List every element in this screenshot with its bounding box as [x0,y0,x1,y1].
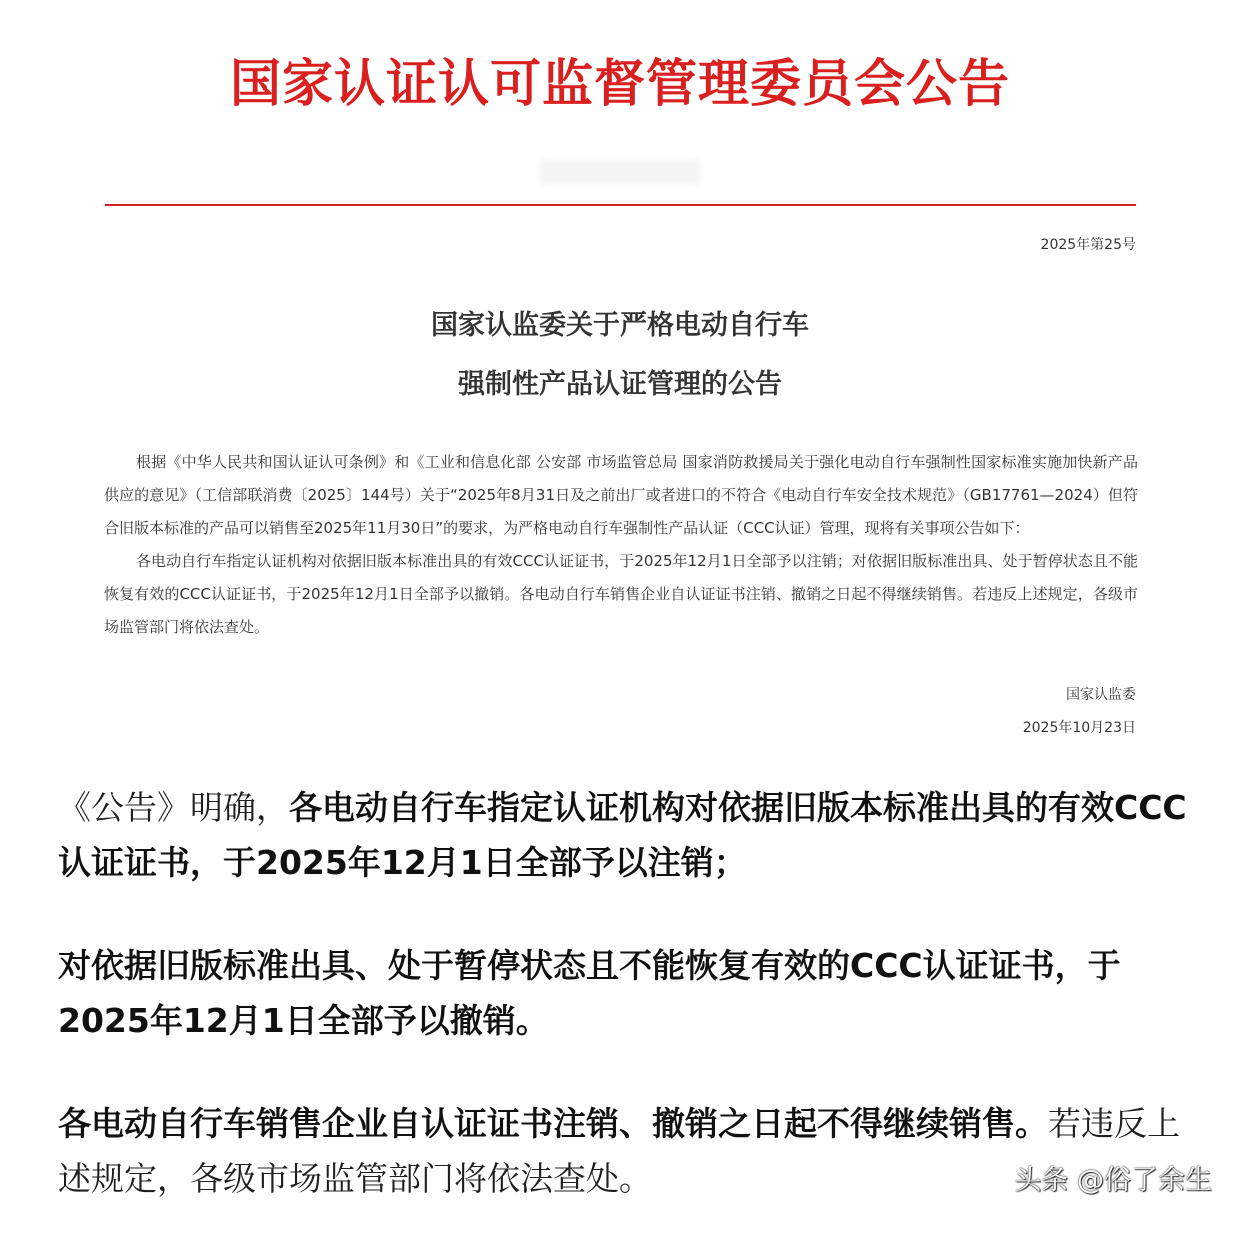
commentary-text: 若违反上述规定，各级市场监管部门将依法查处。 [58,1104,1180,1198]
commentary-emphasis: 对依据旧版标准出具、处于暂停状态且不能恢复有效的CCC认证证书，于2025年12月1日全部予以撤销。 [58,946,1121,1040]
issue-date: 2025年10月23日 [1022,720,1136,736]
issuer-signature: 国家认监委 [1066,687,1136,703]
announcement-paragraph: 根据《中华人民共和国认证认可条例》和《工业和信息化部 公安部 市场监管总局 国家消防救援局关于强化电动自行车强制性国家标准实施加快新产品供应的意见》（工信部联消费〔2025〕144号）关于“2025年8月31日及之前出厂或者进口的不符合《电动自行车安全技术规范》（GB17761—2024）但符合旧版本标准的产品可以销售至2025年11月30日”的要求，为严格电动自行车强制性产品认证（CCC认证）管理，现将有关事项公告如下： [104,453,1138,537]
announcement-title-line1: 国家认监委关于严格电动自行车 [431,310,809,341]
announcement-paragraph: 各电动自行车指定认证机构对依据旧版本标准出具的有效CCC认证证书，于2025年12月1日全部予以注销；对依据旧版标准出具、处于暂停状态且不能恢复有效的CCC认证证书，于2025年12月1日全部予以撤销。各电动自行车销售企业自认证证书注销、撤销之日起不得继续销售。若违反上述规定，各级市场监管部门将依法查处。 [104,552,1138,636]
commentary-text: 《公告》明确， [58,788,289,827]
watermark: 头条 @俗了余生 [1014,1165,1212,1196]
commentary-paragraph [58,938,1188,1048]
red-divider [105,204,1136,206]
commentary-paragraph [58,780,1188,890]
document-number: 2025年第25号 [1040,237,1136,253]
commentary-emphasis: 各电动自行车销售企业自认证证书注销、撤销之日起不得继续销售。 [58,1104,1048,1143]
masthead-title: 国家认证认可监督管理委员会公告 [229,54,1010,114]
announcement-body [104,446,1138,644]
blurred-subheader [540,160,700,184]
announcement-title-line2: 强制性产品认证管理的公告 [458,369,782,400]
commentary-emphasis: 各电动自行车指定认证机构对依据旧版本标准出具的有效CCC认证证书，于2025年12月1日全部予以注销； [58,788,1187,882]
